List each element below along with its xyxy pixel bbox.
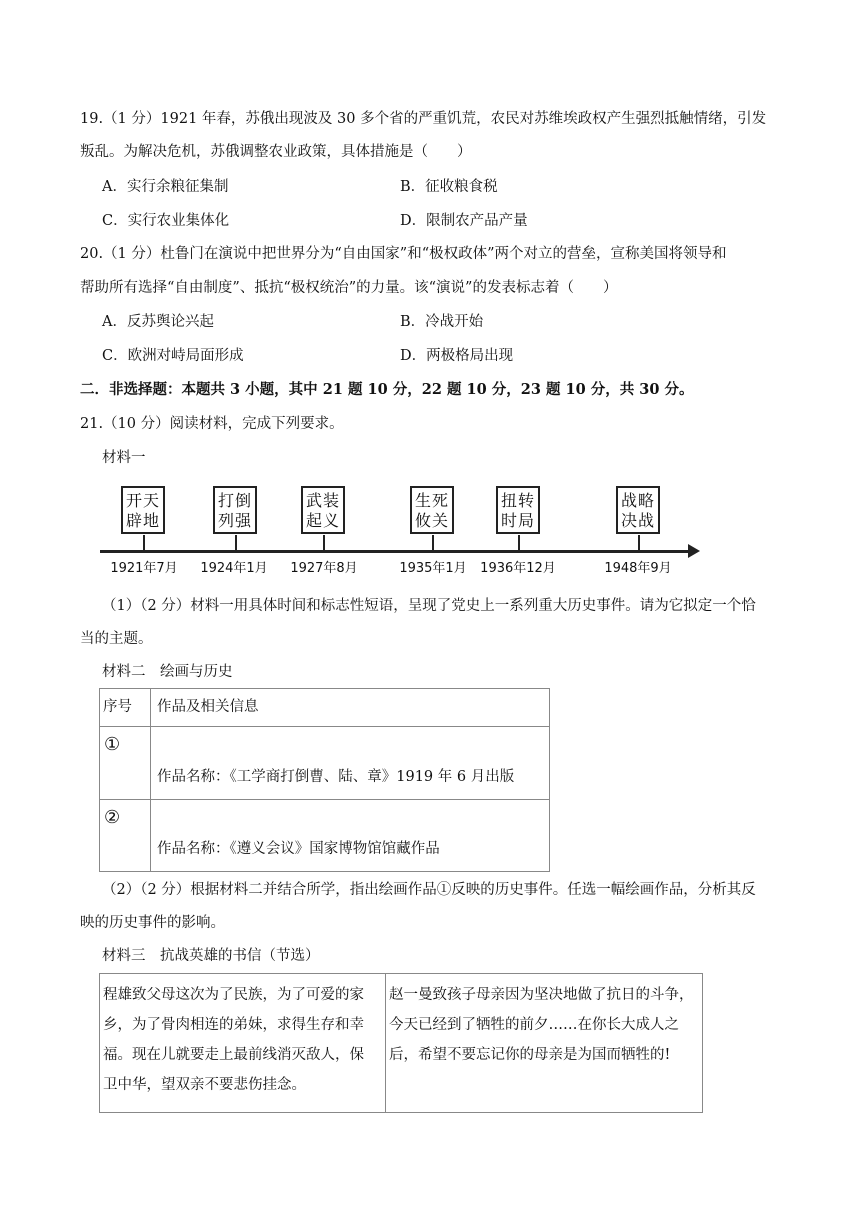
timeline-date-6: 1948年9月 xyxy=(604,561,672,576)
timeline-event-5 xyxy=(496,486,540,534)
q20-option-c: C．欧洲对峙局面形成 xyxy=(102,348,244,364)
timeline-event-6-bottom: 决战 xyxy=(620,511,655,530)
timeline-event-3 xyxy=(301,486,345,534)
letter-line: 程雄致父母这次为了民族，为了可爱的家 xyxy=(103,987,364,1003)
table-row-2-no: ② xyxy=(100,800,151,872)
timeline-stem xyxy=(323,535,325,550)
q19-option-d: D．限制农产品产量 xyxy=(400,213,528,229)
table-row-2-info: 作品名称：《遵义会议》国家博物馆馆藏作品 xyxy=(151,800,550,872)
timeline-event-2-top: 打倒 xyxy=(217,491,252,510)
table-row-1-no: ① xyxy=(100,727,151,800)
letter-line: 福。现在儿就要走上最前线消灭敌人，保 xyxy=(103,1047,364,1063)
q20-option-d: D．两极格局出现 xyxy=(400,348,514,364)
q21-sub2-line1: （2）（2 分）根据材料二并结合所学，指出绘画作品①反映的历史事件。任选一幅绘画作品，分析其反 xyxy=(102,882,756,898)
q20-stem-line2: 帮助所有选择“自由制度”、抵抗“极权统治”的力量。该“演说”的发表标志着（ ） xyxy=(80,280,618,296)
material-3-label: 材料三 抗战英雄的书信（节选） xyxy=(102,948,320,964)
q21-sub1-line2: 当的主题。 xyxy=(80,631,153,647)
timeline-event-2-bottom: 列强 xyxy=(217,511,252,530)
timeline-arrow-icon xyxy=(688,544,700,558)
q19-stem-line1: 19.（1 分）1921 年春，苏俄出现波及 30 多个省的严重饥荒，农民对苏维埃政权产生强烈抵触情绪，引发 xyxy=(80,111,767,127)
timeline-event-2 xyxy=(213,486,257,534)
timeline-event-4 xyxy=(410,486,454,534)
q21-intro: 21.（10 分）阅读材料，完成下列要求。 xyxy=(80,416,344,432)
letter-line: 后，希望不要忘记你的母亲是为国而牺牲的! xyxy=(389,1047,671,1063)
timeline-stem xyxy=(518,535,520,550)
letter-line: 卫中华，望双亲不要悲伤挂念。 xyxy=(103,1077,306,1093)
section-2-heading: 二．非选择题：本题共 3 小题，其中 21 题 10 分，22 题 10 分，23 题 10 分，共 30 分。 xyxy=(80,381,694,398)
table-header-info: 作品及相关信息 xyxy=(151,689,550,727)
q20-option-b: B．冷战开始 xyxy=(400,314,484,330)
timeline-event-3-top: 武装 xyxy=(305,491,340,510)
q20-stem-line1: 20.（1 分）杜鲁门在演说中把世界分为“自由国家”和“极权政体”两个对立的营垒，宣称美国将领导和 xyxy=(80,246,727,262)
timeline-event-6-top: 战略 xyxy=(620,491,655,510)
letter-cheng-xiong xyxy=(100,974,386,1113)
timeline-stem xyxy=(432,535,434,550)
q19-option-b: B．征收粮食税 xyxy=(400,179,498,195)
table-row xyxy=(100,974,703,1113)
q19-option-c: C．实行农业集体化 xyxy=(102,213,230,229)
q19-option-a: A．实行余粮征集制 xyxy=(102,179,229,195)
table-header-row xyxy=(100,689,550,727)
letter-line: 今天已经到了牺牲的前夕……在你长大成人之 xyxy=(389,1017,679,1033)
q19-stem-line2: 叛乱。为解决危机，苏俄调整农业政策，具体措施是（ ） xyxy=(80,144,472,160)
timeline-stem xyxy=(143,535,145,550)
timeline-event-4-bottom: 攸关 xyxy=(414,511,449,530)
material-2-table xyxy=(99,688,550,872)
timeline-date-4: 1935年1月 xyxy=(399,561,467,576)
q21-sub2-line2: 映的历史事件的影响。 xyxy=(80,915,225,931)
timeline-axis xyxy=(100,550,690,553)
material-1-label: 材料一 xyxy=(102,450,146,466)
timeline-event-1-bottom: 辟地 xyxy=(125,511,160,530)
table-row xyxy=(100,727,550,800)
letter-line: 赵一曼致孩子母亲因为坚决地做了抗日的斗争， xyxy=(389,987,694,1003)
material-2-label: 材料二 绘画与历史 xyxy=(102,664,233,680)
table-header-no: 序号 xyxy=(100,689,151,727)
timeline-stem xyxy=(235,535,237,550)
timeline-date-5: 1936年12月 xyxy=(480,561,556,576)
table-row-1-info: 作品名称：《工学商打倒曹、陆、章》1919 年 6 月出版 xyxy=(151,727,550,800)
timeline-date-1: 1921年7月 xyxy=(110,561,178,576)
letter-line: 乡，为了骨肉相连的弟妹，求得生存和幸 xyxy=(103,1017,364,1033)
timeline-stem xyxy=(638,535,640,550)
timeline-event-1-top: 开天 xyxy=(125,491,160,510)
timeline-event-5-bottom: 时局 xyxy=(500,511,535,530)
timeline-date-3: 1927年8月 xyxy=(290,561,358,576)
q21-sub1-line1: （1）（2 分）材料一用具体时间和标志性短语，呈现了党史上一系列重大历史事件。请为它拟定一个恰 xyxy=(102,598,756,614)
timeline-date-2: 1924年1月 xyxy=(200,561,268,576)
letter-zhao-yiman xyxy=(386,974,703,1113)
timeline-event-5-top: 扭转 xyxy=(500,491,535,510)
timeline-event-1 xyxy=(121,486,165,534)
timeline-event-6 xyxy=(616,486,660,534)
timeline-event-4-top: 生死 xyxy=(414,491,449,510)
timeline-event-3-bottom: 起义 xyxy=(305,511,340,530)
table-row xyxy=(100,800,550,872)
q20-option-a: A．反苏舆论兴起 xyxy=(102,314,214,330)
material-3-table xyxy=(99,973,703,1113)
